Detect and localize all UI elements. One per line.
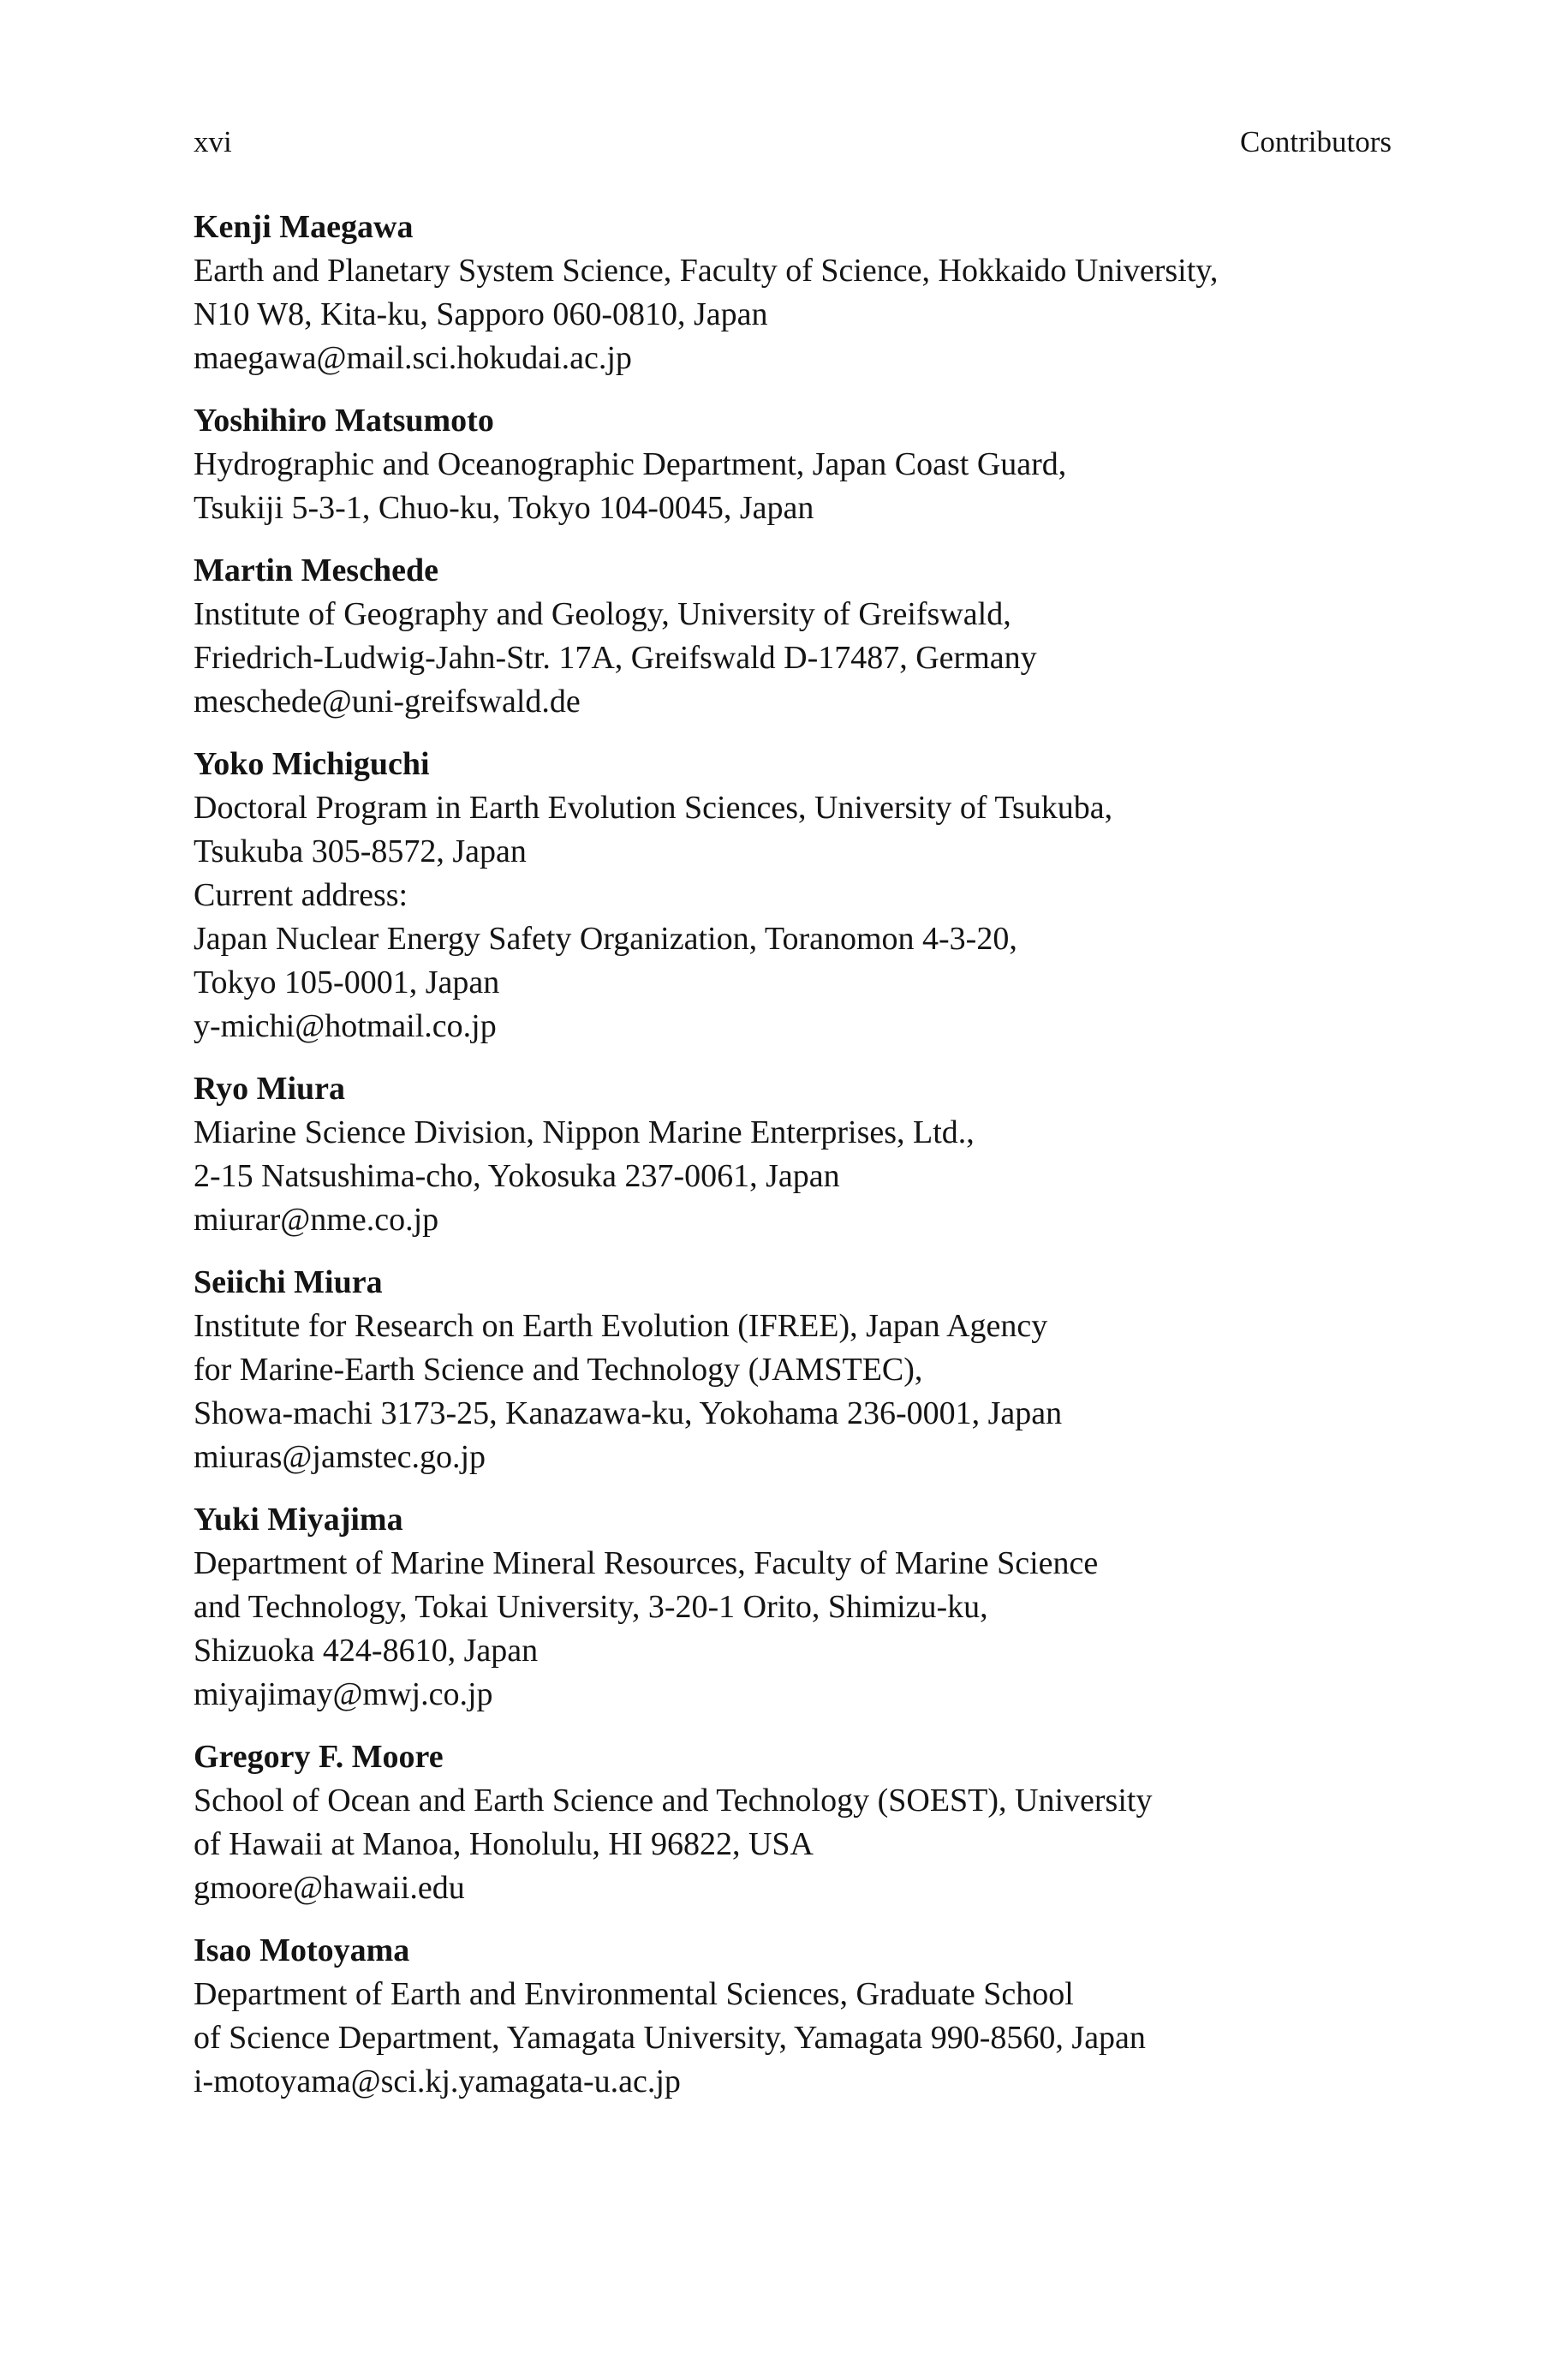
contributor-address-line: of Hawaii at Manoa, Honolulu, HI 96822, USA: [194, 1826, 814, 1862]
contributor-address-line: Showa-machi 3173-25, Kanazawa-ku, Yokohama 236-0001, Japan: [194, 1395, 1063, 1431]
contributor-list: [194, 206, 1410, 2123]
contributor-name: Yoshihiro Matsumoto: [194, 403, 494, 439]
contributor-address-line: Tsukuba 305-8572, Japan: [194, 833, 527, 869]
running-head: [194, 123, 1392, 161]
contributor-address-line: Department of Marine Mineral Resources, Faculty of Marine Science: [194, 1545, 1099, 1581]
running-title: Contributors: [1240, 125, 1392, 158]
contributor-address-line: Friedrich-Ludwig-Jahn-Str. 17A, Greifswald D-17487, Germany: [194, 640, 1037, 676]
contributor-entry: [194, 1498, 1410, 1717]
contributor-address-line: Miarine Science Division, Nippon Marine Enterprises, Ltd.,: [194, 1114, 975, 1150]
contributor-entry: [194, 1735, 1410, 1910]
contributor-address-line: Doctoral Program in Earth Evolution Sciences, University of Tsukuba,: [194, 790, 1113, 826]
contributor-name: Yuki Miyajima: [194, 1502, 403, 1538]
contributor-name: Seiichi Miura: [194, 1264, 383, 1300]
contributor-address-line: and Technology, Tokai University, 3-20-1 Orito, Shimizu-ku,: [194, 1589, 988, 1625]
contributor-address-line: Tokyo 105-0001, Japan: [194, 965, 500, 1000]
contributor-address-line: Shizuoka 424-8610, Japan: [194, 1633, 539, 1669]
contributor-address-line: miuras@jamstec.go.jp: [194, 1439, 486, 1475]
contributor-entry: [194, 743, 1410, 1048]
contributor-address-line: Current address:: [194, 877, 408, 913]
page-number: xvi: [194, 125, 232, 158]
contributor-entry: [194, 1067, 1410, 1242]
contributor-address-line: School of Ocean and Earth Science and Technology (SOEST), University: [194, 1783, 1153, 1819]
contributor-address-line: i-motoyama@sci.kj.yamagata-u.ac.jp: [194, 2063, 681, 2099]
contributor-address-line: miyajimay@mwj.co.jp: [194, 1676, 493, 1712]
contributor-entry: [194, 549, 1410, 724]
contributor-address-line: 2-15 Natsushima-cho, Yokosuka 237-0061, Japan: [194, 1158, 840, 1194]
contributor-address-line: Department of Earth and Environmental Sciences, Graduate School: [194, 1976, 1074, 2012]
contributor-address-line: for Marine-Earth Science and Technology (JAMSTEC),: [194, 1352, 923, 1388]
contributor-address-line: Institute for Research on Earth Evolution (IFREE), Japan Agency: [194, 1308, 1048, 1344]
contributor-address-line: Japan Nuclear Energy Safety Organization, Toranomon 4-3-20,: [194, 921, 1017, 957]
contributor-name: Gregory F. Moore: [194, 1739, 444, 1775]
contributor-address-line: y-michi@hotmail.co.jp: [194, 1008, 497, 1044]
contributor-address-line: Hydrographic and Oceanographic Department, Japan Coast Guard,: [194, 446, 1067, 482]
contributor-entry: [194, 399, 1410, 530]
contributor-address-line: maegawa@mail.sci.hokudai.ac.jp: [194, 340, 632, 376]
contributor-address-line: miurar@nme.co.jp: [194, 1202, 439, 1238]
contributor-name: Kenji Maegawa: [194, 209, 414, 245]
contributor-address-line: gmoore@hawaii.edu: [194, 1870, 465, 1906]
contributor-address-line: of Science Department, Yamagata University, Yamagata 990-8560, Japan: [194, 2020, 1146, 2056]
contributor-address-line: N10 W8, Kita-ku, Sapporo 060-0810, Japan: [194, 296, 768, 332]
contributor-address-line: meschede@uni-greifswald.de: [194, 684, 581, 720]
contributor-entry: [194, 1929, 1410, 2104]
contributor-entry: [194, 206, 1410, 380]
contributor-name: Martin Meschede: [194, 552, 438, 588]
contributor-address-line: Institute of Geography and Geology, University of Greifswald,: [194, 596, 1011, 632]
contributor-name: Yoko Michiguchi: [194, 746, 430, 782]
contributor-name: Ryo Miura: [194, 1071, 346, 1107]
contributor-address-line: Tsukiji 5-3-1, Chuo-ku, Tokyo 104-0045, Japan: [194, 490, 814, 526]
contributor-address-line: Earth and Planetary System Science, Faculty of Science, Hokkaido University,: [194, 253, 1219, 289]
contributor-entry: [194, 1261, 1410, 1479]
contributor-name: Isao Motoyama: [194, 1932, 410, 1968]
